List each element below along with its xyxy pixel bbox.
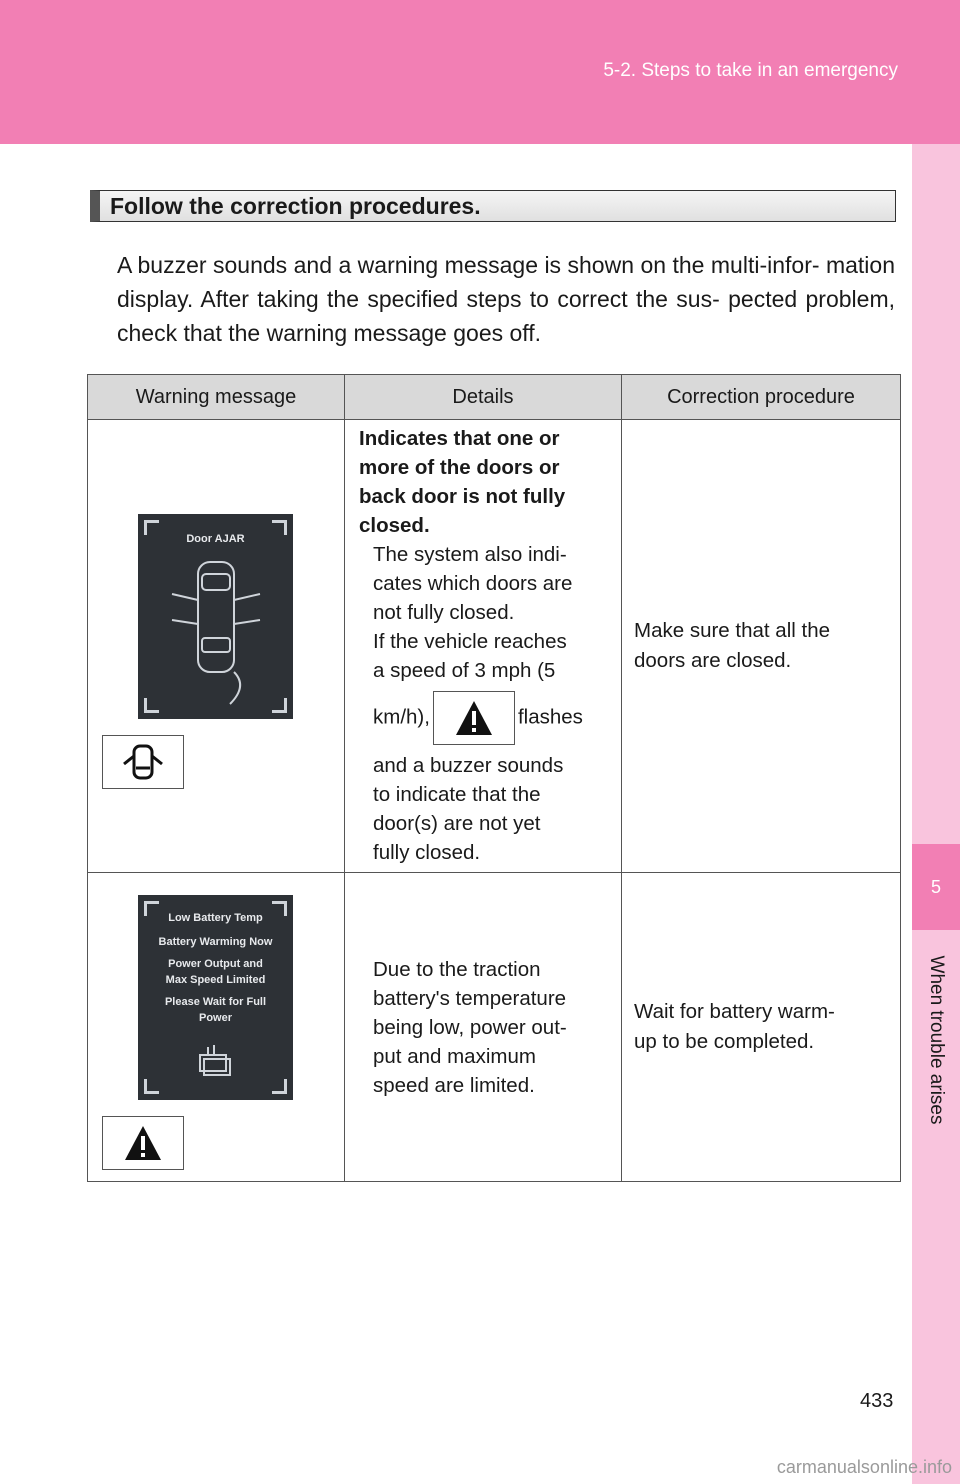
screen-text: Max Speed Limited — [165, 974, 266, 986]
details-text: and a buzzer sounds — [373, 754, 564, 777]
screen-text: Please Wait for Full — [164, 996, 267, 1008]
details-text: fully closed. — [373, 841, 481, 864]
chapter-label: When trouble arises — [926, 955, 947, 1125]
warning-message-cell — [88, 873, 345, 1182]
details-text: Due to the traction — [373, 957, 541, 981]
master-warning-icon — [433, 691, 515, 745]
header-correction-procedure: Correction procedure — [622, 375, 901, 420]
footer-watermark: carmanualsonline.info — [776, 1457, 952, 1477]
details-text: door(s) are not yet — [373, 812, 541, 835]
details-text: The system also indi- — [373, 543, 567, 566]
details-text: put and maximum — [373, 1044, 536, 1068]
details-text: battery's temperature — [373, 986, 567, 1010]
warning-message-cell — [88, 420, 345, 873]
warning-table — [87, 374, 901, 1182]
screen-text: Power — [198, 1012, 232, 1024]
battery-heating-icon — [196, 1043, 236, 1079]
details-bold-text: back door is not fully — [359, 485, 566, 508]
table-row — [88, 873, 901, 1182]
details-text: cates which doors are — [373, 572, 573, 595]
details-text: km/h), — [373, 705, 430, 729]
page-number: 433 — [860, 1390, 894, 1412]
chapter-side-tab — [912, 144, 960, 1484]
display-screen-low-battery-temp — [138, 895, 293, 1100]
header-warning-message: Warning message — [88, 375, 345, 420]
details-cell — [345, 420, 622, 873]
table-header-row — [88, 375, 901, 420]
details-text: being low, power out- — [373, 1015, 567, 1039]
screen-text: Low Battery Temp — [168, 912, 263, 924]
chapter-number: 5 — [912, 844, 960, 930]
details-cell — [345, 873, 622, 1182]
screen-text: Battery Warming Now — [158, 936, 273, 948]
correction-text: doors are closed. — [634, 649, 792, 672]
correction-text: Wait for battery warm- — [634, 1000, 835, 1023]
details-bold-text: more of the doors or — [359, 456, 560, 479]
screen-text: Power Output and — [168, 958, 263, 970]
details-text: speed are limited. — [373, 1073, 535, 1097]
details-bold-text: closed. — [359, 514, 430, 537]
section-breadcrumb: 5-2. Steps to take in an emergency — [603, 60, 898, 81]
details-bold-text: Indicates that one or — [359, 427, 560, 450]
intro-paragraph: A buzzer sounds and a warning message is shown on the multi-infor- mation display. After taking the specified steps to correct the sus- pected problem, check that the warning message goes off. — [117, 252, 895, 346]
vehicle-doors-open-icon — [138, 514, 293, 719]
details-text: flashes — [517, 705, 583, 729]
master-warning-icon — [102, 1116, 184, 1170]
section-heading: Follow the correction procedures. — [90, 190, 896, 222]
door-open-warning-icon — [102, 735, 184, 789]
details-text: a speed of 3 mph (5 — [373, 659, 556, 682]
details-text: to indicate that the — [373, 783, 541, 806]
screen-text: Door AJAR — [186, 533, 245, 545]
correction-cell — [622, 873, 901, 1182]
correction-text: up to be completed. — [634, 1030, 815, 1053]
header-details: Details — [345, 375, 622, 420]
correction-text: Make sure that all the — [634, 619, 830, 642]
display-screen-door-ajar — [138, 514, 293, 719]
table-row — [88, 420, 901, 873]
details-text: If the vehicle reaches — [373, 630, 567, 653]
correction-cell — [622, 420, 901, 873]
details-text: not fully closed. — [373, 601, 515, 624]
